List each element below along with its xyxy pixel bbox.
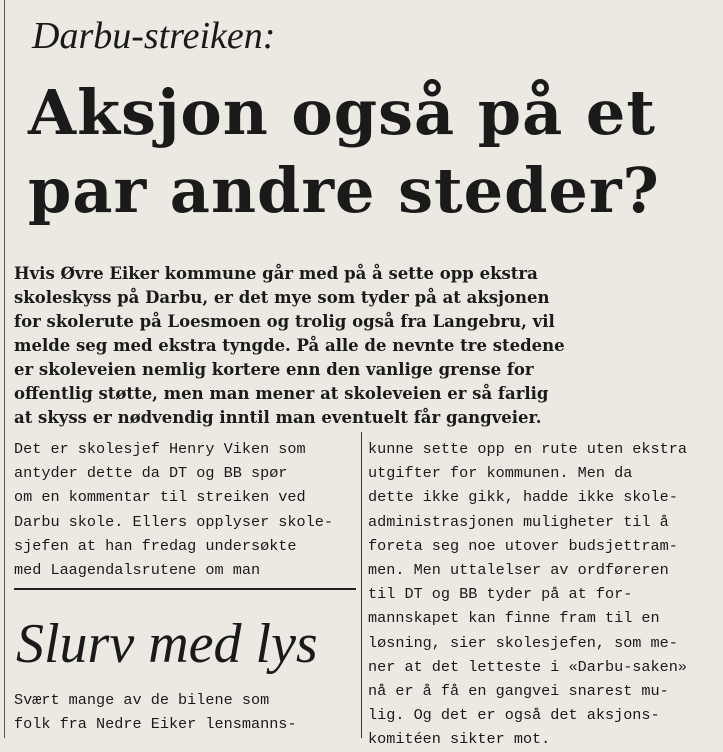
- body-line: dette ikke gikk, hadde ikke skole-: [368, 488, 678, 507]
- article-lede: [14, 262, 720, 430]
- column-rule-left: [4, 0, 5, 738]
- body-line: kunne sette opp en rute uten ekstra: [368, 440, 687, 458]
- headline-line: par andre steder?: [28, 154, 660, 227]
- lede-line: melde seg med ekstra tyngde. På alle de nevnte tre stedene: [14, 336, 565, 355]
- body-line: folk fra Nedre Eiker lensmanns-: [14, 715, 297, 734]
- lede-line: offentlig støtte, men man mener at skoleveien er så farlig: [14, 384, 549, 403]
- body-line: utgifter for kommunen. Men da: [368, 464, 633, 483]
- column-divider: [361, 432, 362, 738]
- body-line: om en kommentar til streiken ved: [14, 488, 306, 507]
- body-line: med Laagendalsrutene om man: [14, 561, 261, 580]
- lede-line: skoleskyss på Darbu, er det mye som tyder på at aksjonen: [14, 288, 550, 307]
- article-headline: [28, 74, 718, 230]
- body-line: til DT og BB tyder på at for-: [368, 585, 633, 604]
- article-body-left: [14, 437, 356, 582]
- body-line: Det er skolesjef Henry Viken som: [14, 440, 306, 458]
- article-separator: [14, 588, 356, 590]
- article-kicker: Darbu-streiken:: [32, 15, 276, 57]
- lede-line: for skolerute på Loesmoen og trolig også fra Langebru, vil: [14, 312, 555, 331]
- lede-line: Hvis Øvre Eiker kommune går med på å sette opp ekstra: [14, 264, 538, 283]
- body-line: antyder dette da DT og BB spør: [14, 464, 288, 483]
- article-body-right: [368, 437, 718, 752]
- body-line: ner at det letteste i «Darbu-saken»: [368, 657, 687, 676]
- body-line: nå er å få en gangvei snarest mu-: [368, 682, 669, 701]
- lede-line: at skyss er nødvendig inntil man eventuelt får gangveier.: [14, 408, 542, 427]
- lede-line: er skoleveien nemlig kortere enn den vanlige grense for: [14, 360, 534, 379]
- body-line: administrasjonen muligheter til å: [368, 512, 669, 531]
- headline-line: Aksjon også på et: [28, 76, 656, 149]
- body-line: komitéen sikter mot.: [368, 730, 551, 749]
- body-line: Svært mange av de bilene som: [14, 691, 270, 709]
- body-line: mannskapet kan finne fram til en: [368, 609, 660, 628]
- body-line: sjefen at han fredag undersøkte: [14, 536, 297, 555]
- body-line: foreta seg noe utover budsjettram-: [368, 536, 678, 555]
- body-line: Darbu skole. Ellers opplyser skole-: [14, 512, 333, 531]
- body-line: lig. Og det er også det aksjons-: [368, 706, 660, 725]
- second-article-headline: Slurv med lys: [16, 613, 318, 675]
- body-line: men. Men uttalelser av ordføreren: [368, 561, 669, 580]
- body-line: løsning, sier skolesjefen, som me-: [368, 633, 678, 652]
- second-article-body: [14, 688, 356, 736]
